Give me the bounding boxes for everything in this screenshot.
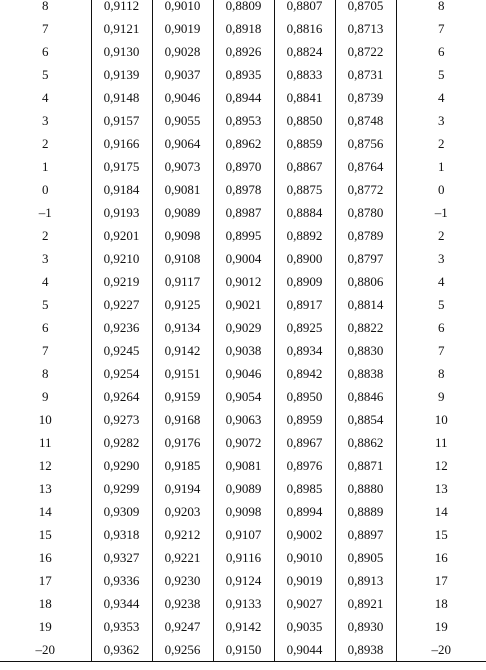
- value-cell: 0,8809: [213, 0, 274, 17]
- value-cell: 0,8814: [335, 293, 396, 316]
- value-cell: 0,8900: [274, 247, 335, 270]
- value-cell: 0,8938: [335, 638, 396, 662]
- row-label-right: 11: [434, 435, 448, 450]
- value-cell: 0,9064: [152, 132, 213, 155]
- row-label-right: 18: [434, 596, 448, 611]
- value-cell: 0,8833: [274, 63, 335, 86]
- table-row: [0, 477, 486, 500]
- table-row: [0, 132, 486, 155]
- value-cell: 0,8987: [213, 201, 274, 224]
- value-cell: 0,9203: [152, 500, 213, 523]
- value-cell: 0,9227: [91, 293, 152, 316]
- value-cell: 0,9107: [213, 523, 274, 546]
- value-cell: 0,9282: [91, 431, 152, 454]
- value-cell: 0,9116: [213, 546, 274, 569]
- value-cell: 0,8985: [274, 477, 335, 500]
- value-cell: 0,9054: [213, 385, 274, 408]
- table-row: [0, 454, 486, 477]
- value-cell: 0,8967: [274, 431, 335, 454]
- value-cell: 0,8806: [335, 270, 396, 293]
- value-cell: 0,9073: [152, 155, 213, 178]
- row-label-left: 6: [0, 316, 91, 339]
- table-row: [0, 178, 486, 201]
- table-row: [0, 316, 486, 339]
- row-label-right: 8: [438, 0, 445, 13]
- table-row: [0, 40, 486, 63]
- value-cell: 0,8816: [274, 17, 335, 40]
- row-label-right: 12: [434, 458, 448, 473]
- row-label-left: 8: [0, 362, 91, 385]
- row-label-left: 3: [0, 247, 91, 270]
- value-cell: 0,9010: [152, 0, 213, 17]
- value-cell: 0,9012: [213, 270, 274, 293]
- value-cell: 0,9238: [152, 592, 213, 615]
- value-cell: 0,9028: [152, 40, 213, 63]
- value-cell: 0,9130: [91, 40, 152, 63]
- value-cell: 0,8913: [335, 569, 396, 592]
- value-cell: 0,9157: [91, 109, 152, 132]
- value-cell: 0,9236: [91, 316, 152, 339]
- row-label-right: 2: [438, 136, 445, 151]
- row-label-left: 12: [0, 454, 91, 477]
- row-label-left: 0: [0, 178, 91, 201]
- value-cell: 0,8950: [274, 385, 335, 408]
- row-label-right: 6: [438, 320, 445, 335]
- value-cell: 0,9063: [213, 408, 274, 431]
- table-row: [0, 339, 486, 362]
- row-label-right: 14: [434, 504, 448, 519]
- value-cell: 0,8789: [335, 224, 396, 247]
- table-row: [0, 500, 486, 523]
- row-label-right: 2: [438, 228, 445, 243]
- value-cell: 0,9148: [91, 86, 152, 109]
- row-label-right: 16: [434, 550, 448, 565]
- row-label-right: –20: [396, 638, 486, 662]
- value-cell: 0,8764: [335, 155, 396, 178]
- value-cell: 0,8926: [213, 40, 274, 63]
- value-cell: 0,9108: [152, 247, 213, 270]
- row-label-right: 5: [438, 67, 445, 82]
- value-cell: 0,8897: [335, 523, 396, 546]
- value-cell: 0,8918: [213, 17, 274, 40]
- value-cell: 0,8880: [335, 477, 396, 500]
- value-cell: 0,8905: [335, 546, 396, 569]
- value-cell: 0,8838: [335, 362, 396, 385]
- table-row: [0, 638, 486, 662]
- value-cell: 0,9175: [91, 155, 152, 178]
- row-label-left: 19: [0, 615, 91, 638]
- value-cell: 0,8854: [335, 408, 396, 431]
- value-cell: 0,9055: [152, 109, 213, 132]
- row-label-left: 5: [0, 63, 91, 86]
- value-cell: 0,9264: [91, 385, 152, 408]
- value-cell: 0,9344: [91, 592, 152, 615]
- value-cell: 0,8846: [335, 385, 396, 408]
- table-row: [0, 431, 486, 454]
- value-cell: 0,9089: [152, 201, 213, 224]
- value-cell: 0,9019: [274, 569, 335, 592]
- value-cell: 0,9336: [91, 569, 152, 592]
- table-row: [0, 546, 486, 569]
- row-label-right: 7: [438, 343, 445, 358]
- value-cell: 0,9318: [91, 523, 152, 546]
- value-cell: 0,9002: [274, 523, 335, 546]
- value-cell: 0,8739: [335, 86, 396, 109]
- table-row: [0, 293, 486, 316]
- value-cell: 0,8830: [335, 339, 396, 362]
- value-cell: 0,9133: [213, 592, 274, 615]
- row-label-right: 7: [438, 21, 445, 36]
- value-cell: 0,8884: [274, 201, 335, 224]
- row-label-left: 5: [0, 293, 91, 316]
- value-cell: 0,8995: [213, 224, 274, 247]
- value-cell: 0,9019: [152, 17, 213, 40]
- table-row: [0, 224, 486, 247]
- value-cell: 0,9256: [152, 638, 213, 662]
- row-label-right: 4: [438, 274, 445, 289]
- row-label-right: 15: [434, 527, 448, 542]
- row-label-left: 14: [0, 500, 91, 523]
- value-cell: 0,8978: [213, 178, 274, 201]
- row-label-right: 8: [438, 366, 445, 381]
- value-cell: 0,9221: [152, 546, 213, 569]
- value-cell: 0,9072: [213, 431, 274, 454]
- row-label-left: –1: [0, 201, 91, 224]
- value-cell: 0,8994: [274, 500, 335, 523]
- row-label-left: 7: [0, 17, 91, 40]
- row-label-left: 1: [0, 155, 91, 178]
- value-cell: 0,8772: [335, 178, 396, 201]
- value-cell: 0,8934: [274, 339, 335, 362]
- value-cell: 0,8780: [335, 201, 396, 224]
- table-row: [0, 109, 486, 132]
- row-label-right: 6: [438, 44, 445, 59]
- value-cell: 0,8875: [274, 178, 335, 201]
- value-cell: 0,9176: [152, 431, 213, 454]
- row-label-right: 4: [438, 90, 445, 105]
- value-cell: 0,9362: [91, 638, 152, 662]
- value-cell: 0,9150: [213, 638, 274, 662]
- table-row: [0, 247, 486, 270]
- row-label-right: 3: [438, 251, 445, 266]
- value-cell: 0,9044: [274, 638, 335, 662]
- value-cell: 0,8822: [335, 316, 396, 339]
- table-row: [0, 523, 486, 546]
- value-cell: 0,9021: [213, 293, 274, 316]
- value-cell: 0,8953: [213, 109, 274, 132]
- value-cell: 0,8944: [213, 86, 274, 109]
- row-label-left: 3: [0, 109, 91, 132]
- table-row: [0, 201, 486, 224]
- row-label-left: 18: [0, 592, 91, 615]
- value-cell: 0,9004: [213, 247, 274, 270]
- value-cell: 0,8930: [335, 615, 396, 638]
- value-cell: 0,9327: [91, 546, 152, 569]
- table-row: [0, 86, 486, 109]
- value-cell: 0,8976: [274, 454, 335, 477]
- value-cell: 0,8925: [274, 316, 335, 339]
- value-cell: 0,9089: [213, 477, 274, 500]
- table-row: [0, 270, 486, 293]
- value-cell: 0,8748: [335, 109, 396, 132]
- value-cell: 0,9035: [274, 615, 335, 638]
- value-cell: 0,9219: [91, 270, 152, 293]
- value-cell: 0,9098: [213, 500, 274, 523]
- table-row: [0, 615, 486, 638]
- value-cell: 0,8705: [335, 0, 396, 17]
- row-label-left: 2: [0, 224, 91, 247]
- table-row: [0, 385, 486, 408]
- value-cell: 0,9194: [152, 477, 213, 500]
- table-row: [0, 17, 486, 40]
- value-cell: 0,9201: [91, 224, 152, 247]
- value-cell: 0,9081: [152, 178, 213, 201]
- value-cell: 0,9046: [213, 362, 274, 385]
- value-cell: 0,8797: [335, 247, 396, 270]
- value-cell: 0,9193: [91, 201, 152, 224]
- row-label-left: –20: [0, 638, 91, 662]
- value-cell: 0,8935: [213, 63, 274, 86]
- value-cell: 0,9184: [91, 178, 152, 201]
- value-cell: 0,8962: [213, 132, 274, 155]
- row-label-left: 16: [0, 546, 91, 569]
- value-cell: 0,9038: [213, 339, 274, 362]
- value-cell: 0,8909: [274, 270, 335, 293]
- value-cell: 0,9247: [152, 615, 213, 638]
- value-cell: 0,9212: [152, 523, 213, 546]
- value-cell: 0,9168: [152, 408, 213, 431]
- row-label-right: 19: [434, 619, 448, 634]
- value-cell: 0,9081: [213, 454, 274, 477]
- table-row: [0, 155, 486, 178]
- value-cell: 0,9121: [91, 17, 152, 40]
- row-label-left: 11: [0, 431, 91, 454]
- row-label-right: 9: [438, 389, 445, 404]
- value-cell: 0,9117: [152, 270, 213, 293]
- value-cell: 0,8871: [335, 454, 396, 477]
- value-cell: 0,9112: [91, 0, 152, 17]
- value-cell: 0,9125: [152, 293, 213, 316]
- row-label-left: 2: [0, 132, 91, 155]
- value-cell: 0,8970: [213, 155, 274, 178]
- value-cell: 0,9230: [152, 569, 213, 592]
- table-row: [0, 408, 486, 431]
- value-cell: 0,9245: [91, 339, 152, 362]
- row-label-right: 13: [434, 481, 448, 496]
- value-cell: 0,8841: [274, 86, 335, 109]
- value-cell: 0,9139: [91, 63, 152, 86]
- row-label-left: 4: [0, 86, 91, 109]
- value-cell: 0,9353: [91, 615, 152, 638]
- value-cell: 0,8892: [274, 224, 335, 247]
- table-row: [0, 0, 486, 17]
- value-cell: 0,8917: [274, 293, 335, 316]
- value-cell: 0,9098: [152, 224, 213, 247]
- value-cell: 0,9037: [152, 63, 213, 86]
- value-cell: 0,9029: [213, 316, 274, 339]
- value-cell: 0,8850: [274, 109, 335, 132]
- row-label-right: 0: [438, 182, 445, 197]
- row-label-right: 17: [434, 573, 448, 588]
- table-row: [0, 569, 486, 592]
- value-cell: 0,8867: [274, 155, 335, 178]
- row-label-left: 8: [0, 0, 91, 17]
- row-label-right: 10: [434, 412, 448, 427]
- value-cell: 0,9124: [213, 569, 274, 592]
- row-label-right: 5: [438, 297, 445, 312]
- value-cell: 0,8859: [274, 132, 335, 155]
- value-cell: 0,9151: [152, 362, 213, 385]
- row-label-left: 15: [0, 523, 91, 546]
- value-cell: 0,9166: [91, 132, 152, 155]
- value-cell: 0,9134: [152, 316, 213, 339]
- value-cell: 0,9210: [91, 247, 152, 270]
- value-cell: 0,9185: [152, 454, 213, 477]
- value-cell: 0,8824: [274, 40, 335, 63]
- table-row: [0, 592, 486, 615]
- value-cell: 0,8921: [335, 592, 396, 615]
- value-cell: 0,8889: [335, 500, 396, 523]
- value-cell: 0,8959: [274, 408, 335, 431]
- row-label-right: –1: [434, 205, 448, 220]
- value-cell: 0,9010: [274, 546, 335, 569]
- value-cell: 0,8862: [335, 431, 396, 454]
- value-cell: 0,9273: [91, 408, 152, 431]
- row-label-left: 6: [0, 40, 91, 63]
- value-cell: 0,8942: [274, 362, 335, 385]
- value-cell: 0,9254: [91, 362, 152, 385]
- value-cell: 0,9159: [152, 385, 213, 408]
- value-cell: 0,9299: [91, 477, 152, 500]
- value-cell: 0,8722: [335, 40, 396, 63]
- table-row: [0, 362, 486, 385]
- value-cell: 0,9309: [91, 500, 152, 523]
- value-cell: 0,8756: [335, 132, 396, 155]
- value-cell: 0,8807: [274, 0, 335, 17]
- row-label-left: 13: [0, 477, 91, 500]
- value-cell: 0,9027: [274, 592, 335, 615]
- value-cell: 0,9046: [152, 86, 213, 109]
- row-label-right: 3: [438, 113, 445, 128]
- row-label-left: 10: [0, 408, 91, 431]
- row-label-left: 7: [0, 339, 91, 362]
- row-label-right: 1: [438, 159, 445, 174]
- value-cell: 0,8713: [335, 17, 396, 40]
- row-label-left: 9: [0, 385, 91, 408]
- value-cell: 0,9142: [213, 615, 274, 638]
- row-label-left: 4: [0, 270, 91, 293]
- value-cell: 0,9142: [152, 339, 213, 362]
- value-cell: 0,8731: [335, 63, 396, 86]
- row-label-left: 17: [0, 569, 91, 592]
- table-row: [0, 63, 486, 86]
- value-cell: 0,9290: [91, 454, 152, 477]
